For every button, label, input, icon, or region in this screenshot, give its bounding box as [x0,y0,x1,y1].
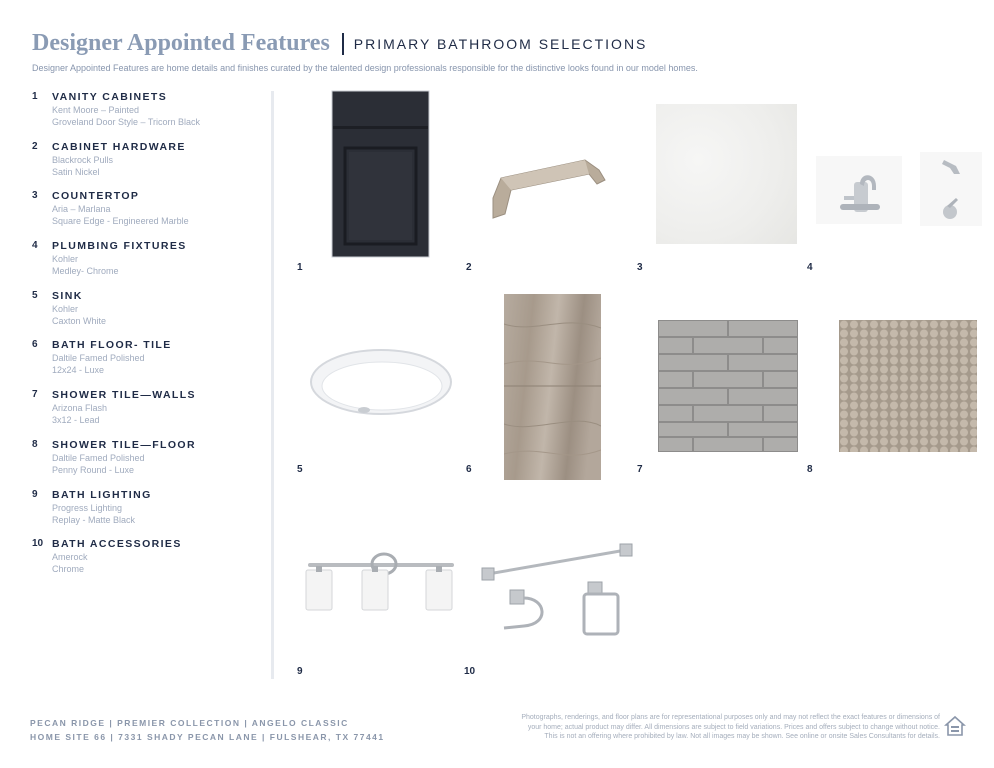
item-line1: Blackrock Pulls [52,154,114,165]
column-divider [271,91,274,679]
item-name: SHOWER TILE—FLOOR [52,438,196,451]
cabinet-pull-image [485,140,610,225]
item-line2: 3x12 - Lead [52,415,100,426]
item-number: 2 [32,140,38,152]
caption-7: 7 [637,464,643,475]
item-name: CABINET HARDWARE [52,140,186,153]
footer-line1: PECAN RIDGE | PREMIER COLLECTION | ANGELO CLASSIC [30,718,349,728]
disclaimer-line3: This is not an offering where prohibited by law. Not all images may be shown. See online or onsite Sales Consultants for details. [544,733,940,740]
item-line1: Kent Moore – Painted [52,105,140,115]
caption-4: 4 [807,262,813,273]
item-line2: Medley- Chrome [52,266,119,277]
page-subtitle: PRIMARY BATHROOM SELECTIONS [353,35,648,52]
list-item [32,389,260,439]
item-number: 7 [32,389,38,401]
item-line1: Kohler [52,303,79,314]
title-divider [342,33,344,55]
list-item [32,339,260,389]
caption-2: 2 [466,262,472,273]
item-number: 6 [32,339,38,351]
item-number: 5 [32,289,38,301]
item-line2: Caxton White [52,315,107,326]
caption-10: 10 [464,666,476,677]
list-item [32,190,260,240]
item-line2: Square Edge - Engineered Marble [52,216,189,227]
disclaimer-line1: Photographs, renderings, and floor plans are for representational purposes only and may not reflect the exact features or dimensions of [521,714,940,721]
item-number: 1 [32,91,38,102]
item-name: BATH FLOOR- TILE [52,339,172,352]
caption-6: 6 [466,464,472,475]
item-line2: 12x24 - Luxe [52,365,105,376]
item-name: COUNTERTOP [52,190,140,203]
item-line1: Daltile Famed Polished [52,353,145,364]
item-line2: Replay - Matte Black [52,514,136,525]
item-name: SHOWER TILE—WALLS [52,389,196,402]
equal-housing-icon [944,715,966,737]
caption-3: 3 [637,262,643,273]
item-line2: Satin Nickel [52,166,100,177]
item-line2: Chrome [52,564,85,575]
disclaimer-line2: your home; actual product may differ. All dimensions are subject to field variations. Prices and offers subject to change without notice. [527,723,940,731]
item-line2: Penny Round - Luxe [52,464,135,475]
page-header [32,30,972,73]
item-name: SINK [52,289,83,302]
item-number: 3 [32,190,38,202]
shower-wall-tile-swatch [658,320,798,452]
caption-5: 5 [297,464,303,475]
item-line2: Groveland Door Style – Tricorn Black [52,117,201,127]
item-line1: Daltile Famed Polished [52,452,145,463]
disclaimer [490,713,940,742]
list-item [32,538,260,588]
item-number: 4 [32,240,38,252]
item-line1: Progress Lighting [52,502,123,513]
item-number: 8 [32,438,38,450]
list-item [32,141,260,191]
title-row [32,30,972,57]
list-item [32,91,260,141]
plumbing-fixtures-image [814,152,986,228]
list-item [32,240,260,290]
shower-floor-tile-swatch [839,320,977,452]
list-item [32,439,260,489]
caption-9: 9 [297,666,303,677]
item-name: PLUMBING FIXTURES [52,240,187,253]
item-line1: Amerock [52,552,88,563]
item-name: BATH ACCESSORIES [52,538,182,551]
list-item [32,489,260,539]
intro-text: Designer Appointed Features are home details and finishes curated by the talented design professionals responsible for the distinctive looks found in our model homes. [32,63,698,73]
footer-line2: HOME SITE 66 | 7331 SHADY PECAN LANE | FULSHEAR, TX 77441 [30,732,385,742]
item-number: 9 [32,488,38,500]
item-name: BATH LIGHTING [52,488,152,501]
caption-1: 1 [297,262,303,273]
bath-accessories-image [480,540,634,640]
feature-list [32,91,260,588]
list-item [32,290,260,340]
community-info [30,716,385,744]
item-line1: Arizona Flash [52,403,108,414]
floor-tile-swatch [504,294,601,480]
cabinet-door-image [331,90,430,258]
item-name: VANITY CABINETS [52,91,168,103]
item-line1: Aria – Marlana [52,204,111,215]
caption-8: 8 [807,464,813,475]
sink-image [306,344,456,420]
item-line1: Kohler [52,254,79,265]
bath-light-image [304,552,456,614]
item-number: 10 [32,538,44,550]
page-title: Designer Appointed Features [32,30,330,56]
countertop-swatch [656,104,797,244]
